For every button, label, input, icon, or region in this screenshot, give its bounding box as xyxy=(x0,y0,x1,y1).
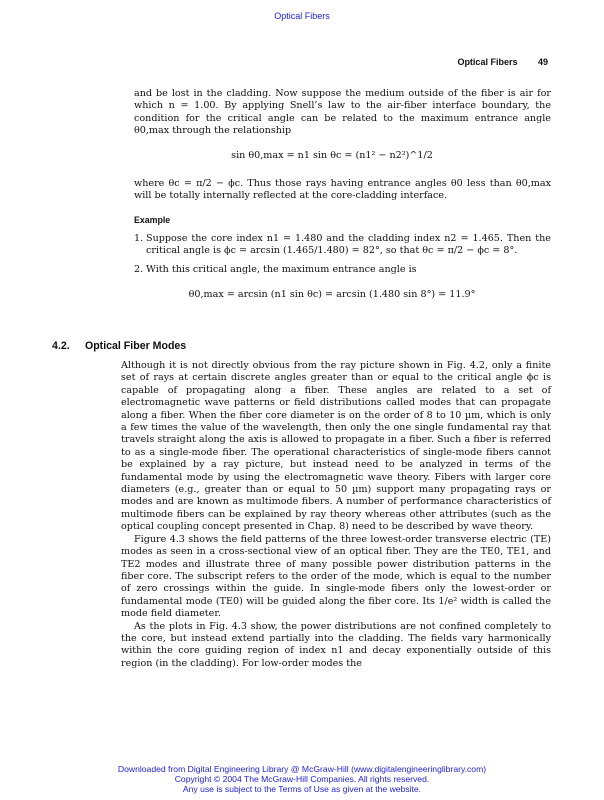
body-paragraph: Although it is not directly obvious from the ray picture shown in Fig. 4.2, only a finite set of rays at certain discrete angles greater than or equal to the critical angle ϕc is capable of propagating along a fiber. These angles are related to a set of electromagnetic wave patterns or field distributions called modes that can propagate along a fiber. When the fiber core diameter is on the order of 8 to 10 µm, which is only a few times the value of the wavelength, then only the one single fundamental ray that travels straight along the axis is allowed to propagate in a fiber. Such a fiber is referred to as a single-mode fiber. The operational characteristics of single-mode fibers cannot be explained by a ray picture, but instead need to be analyzed in terms of the fundamental mode by using the electromagnetic wave theory. Fibers with larger core diameters (e.g., greater than or equal to 50 µm) support many propagating rays or modes and are known as multimode fibers. A number of performance characteristics of multimode fibers can be explained by ray theory whereas other attributes (such as the optical coupling concept presented in Chap. 8) need to be described by wave theory. xyxy=(121,360,551,533)
running-head xyxy=(457,57,548,67)
example-item-2 xyxy=(134,264,551,276)
intro-paragraph: and be lost in the cladding. Now suppose the medium outside of the fiber is air for which n = 1.00. By applying Snell’s law to the air-fiber interface boundary, the condition for the critical angle can be related to the maximum entrance angle θ0,max through the relationship xyxy=(134,88,551,137)
section-number: 4.2. xyxy=(52,340,70,352)
section-title: Optical Fiber Modes xyxy=(84,340,187,352)
body-paragraph: As the plots in Fig. 4.3 show, the power distributions are not confined completely to the core, but instead extend partially into the cladding. The fields vary harmonically within the core guiding region of index n1 and decay exponentially outside of this region (in the cladding). For low-order modes the xyxy=(121,620,551,669)
example-item-1-number: 1. xyxy=(134,233,144,244)
equation-example-result: θ0,max = arcsin (n1 sin θc) = arcsin (1.480 sin 8°) = 11.9° xyxy=(188,289,476,300)
footer-terms: Any use is subject to the Terms of Use as given at the website. xyxy=(182,784,422,794)
example-item-2-number: 2. xyxy=(134,264,144,275)
footer-notice xyxy=(0,764,604,794)
section-heading xyxy=(52,340,186,352)
footer-copyright: Copyright © 2004 The McGraw-Hill Companies. All rights reserved. xyxy=(174,774,430,784)
footer-download-link[interactable]: Downloaded from Digital Engineering Library @ McGraw-Hill (www.digitalengineeringlibrary.com) xyxy=(117,764,487,774)
body-paragraph: Figure 4.3 shows the field patterns of the three lowest-order transverse electric (TE) modes as seen in a cross-sectional view of an optical fiber. They are the TE0, TE1, and TE2 modes and illustrate three of many possible power distribution patterns in the fiber core. The subscript refers to the order of the mode, which is equal to the number of zero crossings within the guide. In single-mode fibers only the lowest-order or fundamental mode (TE0) will be guided along the fiber core. Its 1/e² width is called the mode field diameter. xyxy=(121,533,551,620)
book-title-banner: Optical Fibers xyxy=(274,11,330,21)
example-item-1-text: Suppose the core index n1 = 1.480 and the cladding index n2 = 1.465. Then the critical angle is ϕc = arcsin (1.465/1.480) = 82°, so that θc = π/2 − ϕc = 8°. xyxy=(146,233,551,257)
where-paragraph: where θc = π/2 − ϕc. Thus those rays having entrance angles θ0 less than θ0,max will be totally internally reflected at the core-cladding interface. xyxy=(134,178,551,202)
example-label: Example xyxy=(134,215,171,225)
running-head-title: Optical Fibers xyxy=(457,57,518,67)
example-item-2-text: With this critical angle, the maximum entrance angle is xyxy=(146,264,417,275)
equation-max-entrance-angle: sin θ0,max = n1 sin θc = (n1² − n2²)^1/2 xyxy=(231,150,433,161)
example-item-1 xyxy=(134,233,551,258)
section-body xyxy=(121,360,551,670)
page-number: 49 xyxy=(537,57,548,67)
